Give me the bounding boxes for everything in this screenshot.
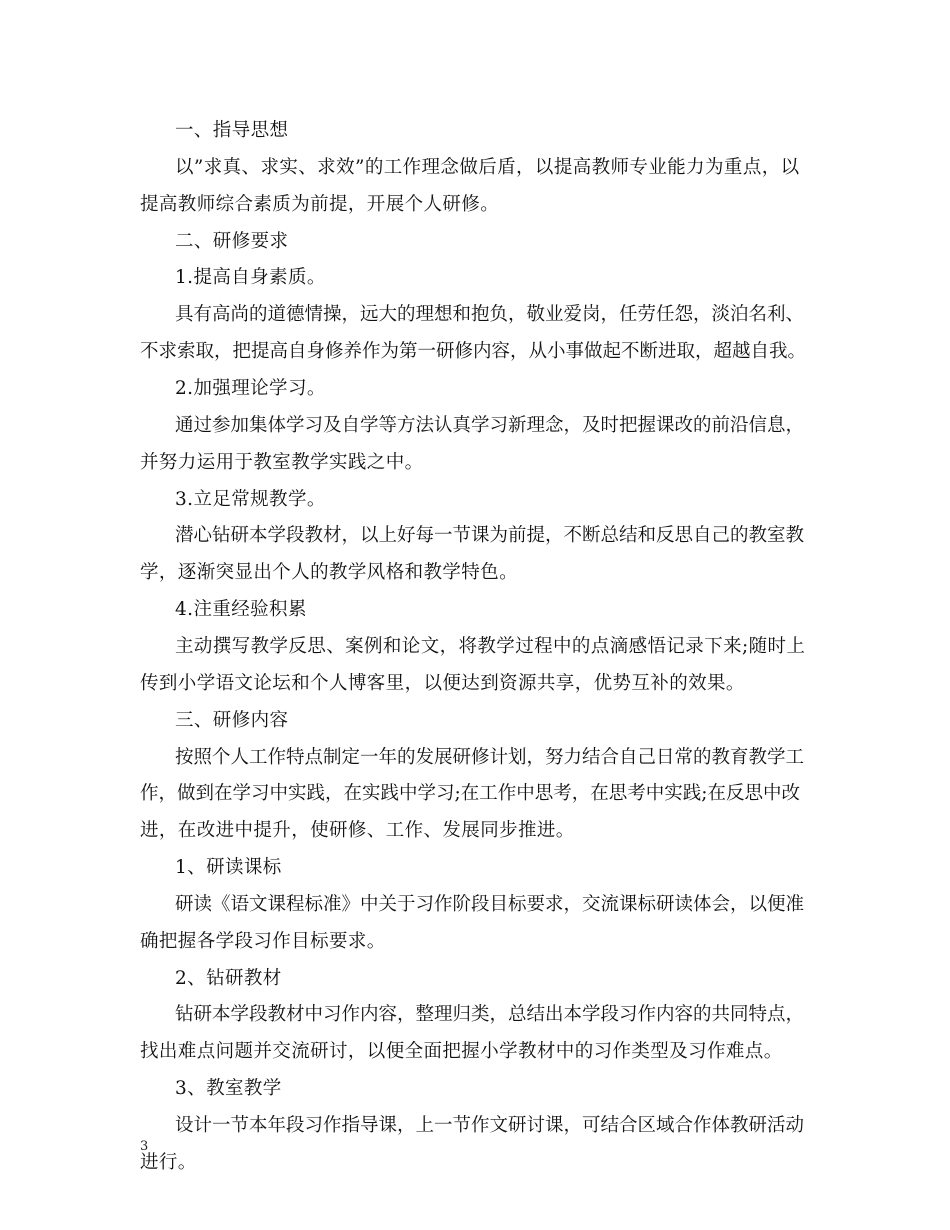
text-line: 具有高尚的道德情操，远大的理想和抱负，敬业爱岗，任劳任怨，淡泊名利、 [175,304,805,326]
text-line: 主动撰写教学反思、案例和论文，将教学过程中的点滴感悟记录下来;随时上 [175,635,806,657]
page-number: 3 [140,1139,149,1154]
text-line: 1.提高自身素质。 [175,267,326,289]
text-line: 传到小学语文论坛和个人博客里，以便达到资源共享，优势互补的效果。 [140,672,745,694]
text-line: 二、研修要求 [175,230,289,252]
text-line: 4.注重经验积累 [175,599,307,620]
text-line: 学，逐渐突显出个人的教学风格和教学特色。 [140,562,519,584]
text-line: 按照个人工作特点制定一年的发展研修计划，努力结合自己日常的教育教学工 [175,746,805,768]
text-line: 三、研修内容 [175,709,289,731]
text-line: 找出难点问题并交流研讨，以便全面把握小学教材中的习作类型及习作难点。 [140,1041,783,1063]
text-line: 不求索取，把提高自身修养作为第一研修内容，从小事做起不断进取，超越自我。 [140,341,807,363]
text-line: 通过参加集体学习及自学等方法认真学习新理念，及时把握课改的前沿信息， [175,414,805,436]
text-line: 一、指导思想 [175,120,289,141]
text-line: 以”求真、求实、求效”的工作理念做后盾，以提高教师专业能力为重点，以 [175,156,800,178]
text-line: 进行。 [140,1151,197,1173]
text-line: 3.立足常规教学。 [175,488,326,510]
text-line: 确把握各学段习作目标要求。 [140,930,386,952]
text-line: 2.加强理论学习。 [175,377,326,399]
text-line: 研读《语文课程标准》中关于习作阶段目标要求，交流课标研读体会，以便准 [175,893,805,915]
text-line: 1、研读课标 [175,857,282,878]
text-line: 钻研本学段教材中习作内容，整理归类，总结出本学段习作内容的共同特点， [175,1004,805,1026]
text-line: 进，在改进中提升，使研修、工作、发展同步推进。 [140,820,575,842]
text-line: 提高教师综合素质为前提，开展个人研修。 [140,193,500,215]
text-line: 设计一节本年段习作指导课，上一节作文研讨课，可结合区域合作体教研活动 [175,1115,805,1136]
text-line: 3、教室教学 [175,1078,282,1100]
text-line: 并努力运用于教室教学实践之中。 [140,451,424,473]
text-line: 2、钻研教材 [175,967,282,989]
text-line: 潜心钻研本学段教材，以上好每一节课为前提，不断总结和反思自己的教室教 [175,525,805,547]
text-line: 作，做到在学习中实践，在实践中学习;在工作中思考，在思考中实践;在反思中改 [140,783,800,805]
